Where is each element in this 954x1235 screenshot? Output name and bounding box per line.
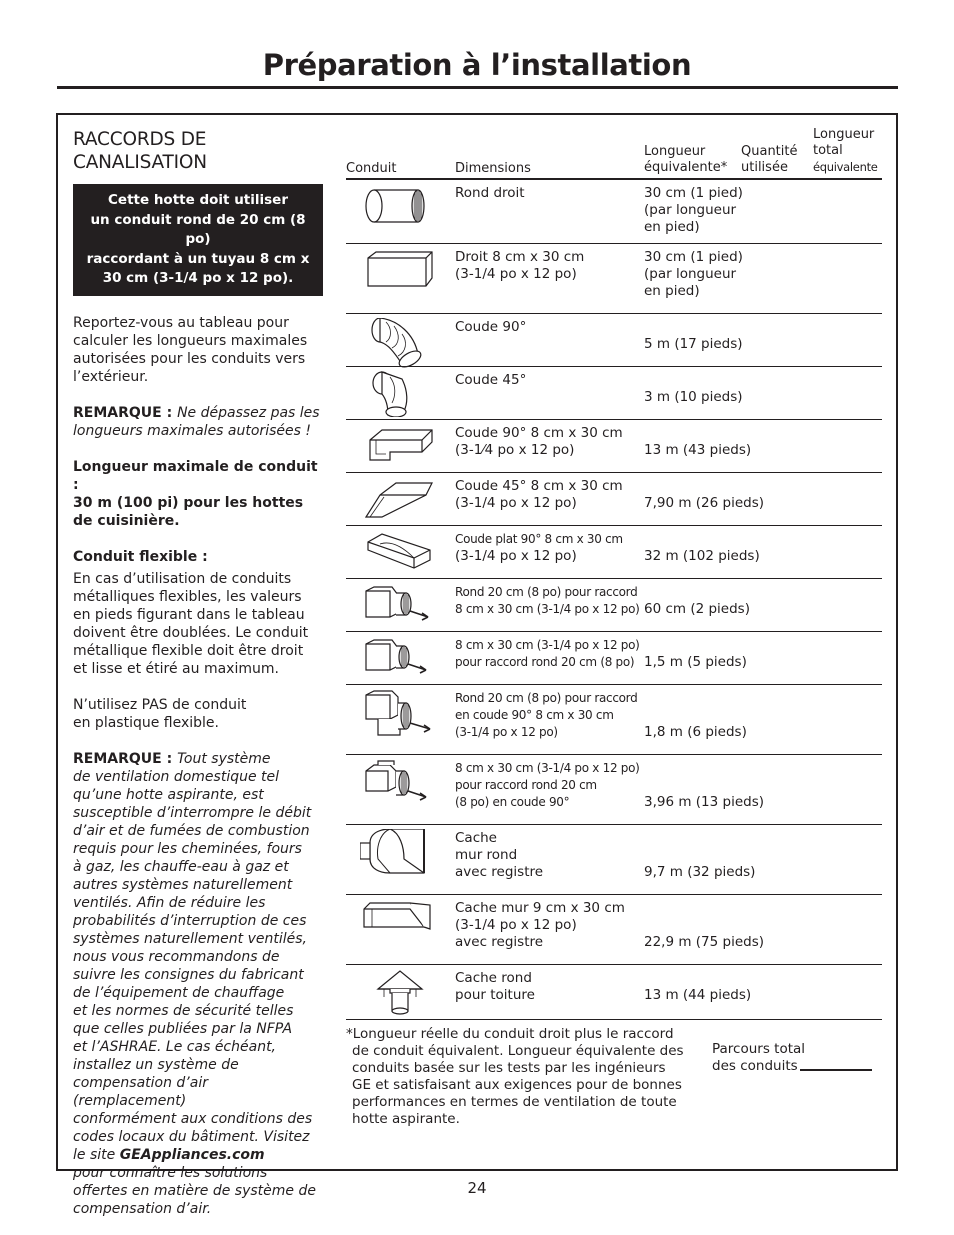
row-equivalent-length: 13 m (43 pieds) (644, 442, 752, 458)
flat-elbow-icon (360, 530, 440, 574)
rect-to-round-icon (360, 636, 440, 680)
table-row (346, 526, 882, 579)
row-equivalent-length: 30 cm (1 pied) (par longueur en pied) (644, 185, 743, 235)
row-dimensions: Rond droit (455, 185, 525, 201)
page-number: 24 (467, 1179, 487, 1197)
table-row (346, 367, 882, 420)
round-wall-cap-icon (360, 829, 440, 883)
header-equivalent-length: Longueur équivalente* (644, 144, 728, 175)
row-dimensions: 8 cm x 30 cm (3-1/4 po x 12 po) pour raccord rond 20 cm (8 po) en coude 90° (455, 761, 640, 809)
duct-callout-box: Cette hotte doit utiliser un conduit rond de 20 cm (8 po) raccordant à un tuyau 8 cm x 30 cm (3-1/4 po x 12 po). (73, 184, 323, 296)
round-duct-icon (360, 184, 440, 232)
row-equivalent-length: 32 m (102 pieds) (644, 548, 760, 564)
row-dimensions: Cache mur rond avec registre (455, 830, 544, 880)
table-row (346, 473, 882, 526)
row-equivalent-length: 3,96 m (13 pieds) (644, 794, 765, 810)
row-dimensions: 8 cm x 30 cm (3-1/4 po x 12 po) pour raccord rond 20 cm (8 po) (455, 638, 640, 669)
row-equivalent-length: 1,8 m (6 pieds) (644, 724, 747, 740)
plastic-duct-paragraph: N’utilisez PAS de conduit en plastique flexible. (73, 696, 247, 731)
elbow-90-icon (360, 318, 440, 372)
note-ventilation: REMARQUE : Tout système de ventilation domestique tel qu’une hotte aspirante, est susceptible d’interrompre le débit d’air et de fumées de combustion requis pour les cheminées, fours à gaz, les chauffe-eau à gaz et autres systèmes naturellement ventilés. Afin de réduire les probabilités d’interruption de ces systèmes naturellement ventilés, nous vous recommandons de suivre les consignes du fabricant de l’équipement de chauffage et les normes de sécurité telles que celles publiées par la NFPA et l’ASHRAE. Le cas échéant, installez un système de compensation d’air (remplacement) conformément aux conditions des codes locaux du bâtiment. Visitez le site GEAppliances.com pour connaître les solutions offertes en matière de système de compensation d’air. (73, 750, 316, 1217)
table-row (346, 895, 882, 965)
total-run-input-line[interactable] (800, 1069, 872, 1071)
elbow-45-icon (360, 371, 440, 421)
max-length-paragraph: Longueur maximale de conduit : 30 m (100 pi) pour les hottes de cuisinière. (73, 458, 318, 529)
row-equivalent-length: 7,90 m (26 pieds) (644, 495, 765, 511)
row-dimensions: Rond 20 cm (8 po) pour raccord en coude 90° 8 cm x 30 cm (3-1/4 po x 12 po) (455, 691, 638, 739)
title-rule (57, 86, 898, 89)
row-equivalent-length: 9,7 m (32 pieds) (644, 864, 756, 880)
row-equivalent-length: 13 m (44 pieds) (644, 987, 752, 1003)
row-dimensions: Cache rond pour toiture (455, 970, 535, 1003)
row-equivalent-length: 30 cm (1 pied) (par longueur en pied) (644, 249, 743, 299)
table-row (346, 685, 882, 755)
left-column (73, 128, 325, 1218)
table-row (346, 180, 882, 244)
table-row (346, 632, 882, 685)
page-title: Préparation à l’installation (262, 48, 692, 82)
row-dimensions: Coude 45° (455, 372, 527, 388)
row-dimensions: Rond 20 cm (8 po) pour raccord 8 cm x 30 cm (3-1/4 po x 12 po) (455, 585, 640, 616)
table-row (346, 755, 882, 825)
table-row (346, 579, 882, 632)
rect-elbow-90-icon (360, 424, 440, 468)
row-equivalent-length: 3 m (10 pieds) (644, 389, 743, 405)
row-dimensions: Coude plat 90° 8 cm x 30 cm (3-1/4 po x 12 po) (455, 532, 623, 564)
rect-wall-cap-icon (360, 899, 440, 939)
round-to-rect-elbow-icon (360, 689, 440, 743)
rect-duct-icon (360, 248, 440, 296)
footnote: *Longueur réelle du conduit droit plus le raccord de conduit équivalent. Longueur équivalente des conduits basée sur les tests par les ingénieurs GE et satisfaisant aux exigences pour de bonnes performances en termes de ventilation de toute hotte aspirante. (346, 1026, 684, 1127)
row-dimensions: Droit 8 cm x 30 cm (3-1/4 po x 12 po) (455, 249, 585, 282)
section-title: RACCORDS DE CANALISATION (73, 129, 207, 173)
row-dimensions: Coude 90° (455, 319, 527, 335)
total-run-label: Parcours total des conduits (712, 1041, 806, 1074)
header-total-length: Longueur total équivalente (813, 127, 878, 174)
flex-duct-paragraph: En cas d’utilisation de conduits métalliques flexibles, les valeurs en pieds figurant dans le tableau doivent être doublées. Le conduit métallique flexible doit être droit et lisse et étiré au maximum. (73, 570, 309, 677)
roof-cap-icon (360, 969, 440, 1019)
row-equivalent-length: 60 cm (2 pieds) (644, 601, 750, 617)
row-dimensions: Coude 90° 8 cm x 30 cm (3-1⁄4 po x 12 po) (455, 425, 623, 458)
row-equivalent-length: 22,9 m (75 pieds) (644, 934, 765, 950)
row-dimensions: Coude 45° 8 cm x 30 cm (3-1/4 po x 12 po) (455, 478, 623, 511)
row-dimensions: Cache mur 9 cm x 30 cm (3-1/4 po x 12 po) avec registre (455, 900, 625, 950)
intro-paragraph: Reportez-vous au tableau pour calculer les longueurs maximales autorisées pour les conduits vers l’extérieur. (73, 314, 308, 385)
header-dimensions: Dimensions (455, 161, 531, 176)
table-row (346, 420, 882, 473)
table-row (346, 825, 882, 895)
note-max-lengths: REMARQUE : Ne dépassez pas les longueurs maximales autorisées ! (73, 404, 320, 439)
table-row (346, 314, 882, 367)
row-equivalent-length: 1,5 m (5 pieds) (644, 654, 747, 670)
row-divider (346, 1019, 882, 1021)
header-quantity: Quantité utilisée (741, 144, 798, 175)
table-row (346, 965, 882, 1020)
flex-duct-title: Conduit flexible : (73, 548, 208, 565)
rect-elbow-45-icon (360, 477, 440, 525)
table-row (346, 244, 882, 314)
round-to-rect-icon (360, 583, 440, 627)
header-conduit: Conduit (346, 161, 397, 176)
row-equivalent-length: 5 m (17 pieds) (644, 336, 743, 352)
rect-to-round-elbow-icon (360, 759, 440, 809)
